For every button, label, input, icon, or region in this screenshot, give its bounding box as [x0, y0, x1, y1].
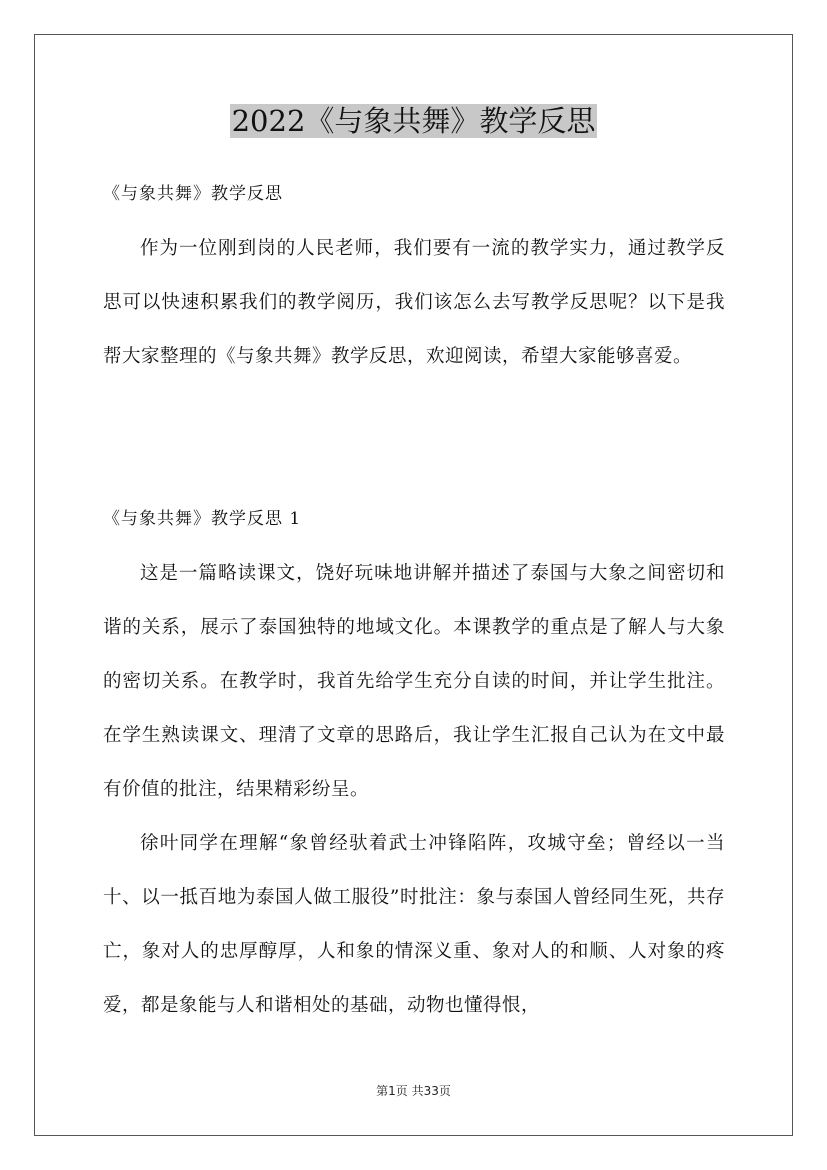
intro-paragraph: 作为一位刚到岗的人民老师，我们要有一流的教学实力，通过教学反思可以快速积累我们的教学阅历，我们该怎么去写教学反思呢？以下是我帮大家整理的《与象共舞》教学反思，欢迎阅读，希望大家能够喜爱。	[103, 238, 725, 367]
section1-paragraph-2: 徐叶同学在理解“象曾经驮着武士冲锋陷阵，攻城守垒；曾经以一当十、以一抵百地为泰国人做工服役”时批注：象与泰国人曾经同生死，共存亡，象对人的忠厚醇厚，人和象的情深义重、象对人的和顺、人对象的疼爱，都是象能与人和谐相处的基础，动物也懂得恨，	[103, 833, 725, 1016]
page-footer: 第1页 共33页	[376, 1084, 451, 1098]
document-title-text: 2022《与象共舞》教学反思	[231, 104, 596, 138]
section1-paragraph-1: 这是一篇略读课文，饶好玩味地讲解并描述了泰国与大象之间密切和谐的关系，展示了泰国独特的地域文化。本课教学的重点是了解人与大象的密切关系。在教学时，我首先给学生充分自读的时间，并让学生批注。在学生熟读课文、理清了文章的思路后，我让学生汇报自己认为在文中最有价值的批注，结果精彩纷呈。	[103, 563, 725, 800]
section-heading-1: 《与象共舞》教学反思 1	[103, 509, 302, 529]
document-subtitle: 《与象共舞》教学反思	[103, 184, 283, 204]
document-title	[0, 103, 827, 139]
